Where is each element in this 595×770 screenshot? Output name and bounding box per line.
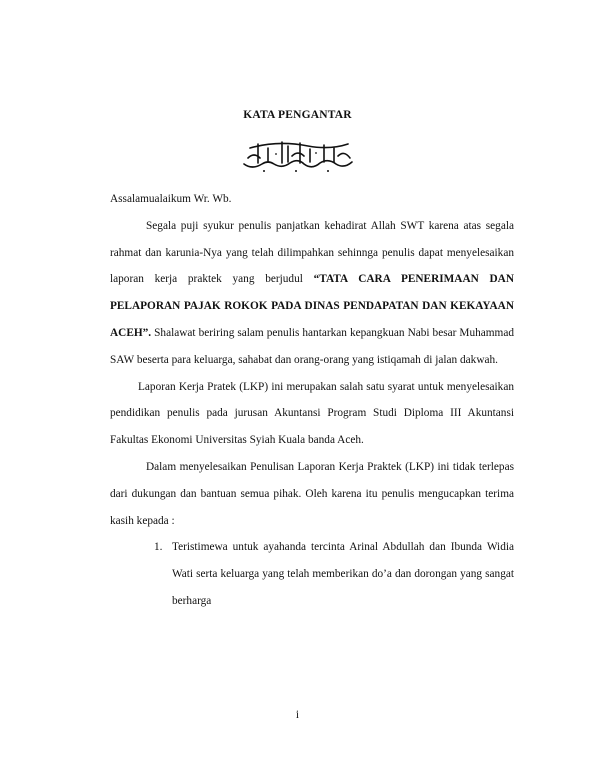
paragraph-lkp: Laporan Kerja Pratek (LKP) ini merupakan salah satu syarat untuk menyelesaikan pendidikan penulis pada jurusan Akuntansi Program Studi Diploma III Akuntansi Fakultas Ekonomi Universitas Syiah Kuala banda Aceh. — [110, 380, 514, 447]
list-item-number: 1. — [154, 541, 163, 554]
greeting: Assalamualaikum Wr. Wb. — [110, 193, 232, 205]
basmalah-calligraphy — [238, 136, 358, 176]
report-title: “TATA CARA PENERIMAAN DAN PELAPORAN PAJAK ROKOK PADA DINAS PENDAPATAN DAN KEKAYAAN ACEH”. — [110, 273, 514, 339]
page-number: i — [295, 709, 300, 721]
body-text — [110, 186, 514, 615]
list-item-text: Teristimewa untuk ayahanda tercinta Arinal Abdullah dan Ibunda Widia Wati serta keluarga yang telah memberikan do’a dan dorongan yang sangat berharga — [172, 541, 514, 607]
paragraph-opening-text-b: Shalawat beriring salam penulis hantarkan kepangkuan Nabi besar Muhammad SAW beserta para keluarga, sahabat dan orang-orang yang istiqamah di jalan dakwah. — [110, 326, 514, 366]
paragraph-opening-text-a: Segala puji syukur penulis panjatkan kehadirat Allah SWT karena atas segala rahmat dan karunia-Nya yang telah dilimpahkan sehinnga penulis dapat menyelesaikan laporan kerja praktek yang berjudul — [110, 219, 514, 286]
paragraph-opening — [110, 213, 514, 374]
page-title: KATA PENGANTAR — [243, 109, 352, 121]
list-item — [110, 534, 514, 614]
paragraph-thanks: Dalam menyelesaikan Penulisan Laporan Kerja Praktek (LKP) ini tidak terlepas dari dukungan dan bantuan semua pihak. Oleh karena itu penulis mengucapkan terima kasih kepada : — [110, 460, 514, 527]
thanks-list — [110, 534, 514, 614]
